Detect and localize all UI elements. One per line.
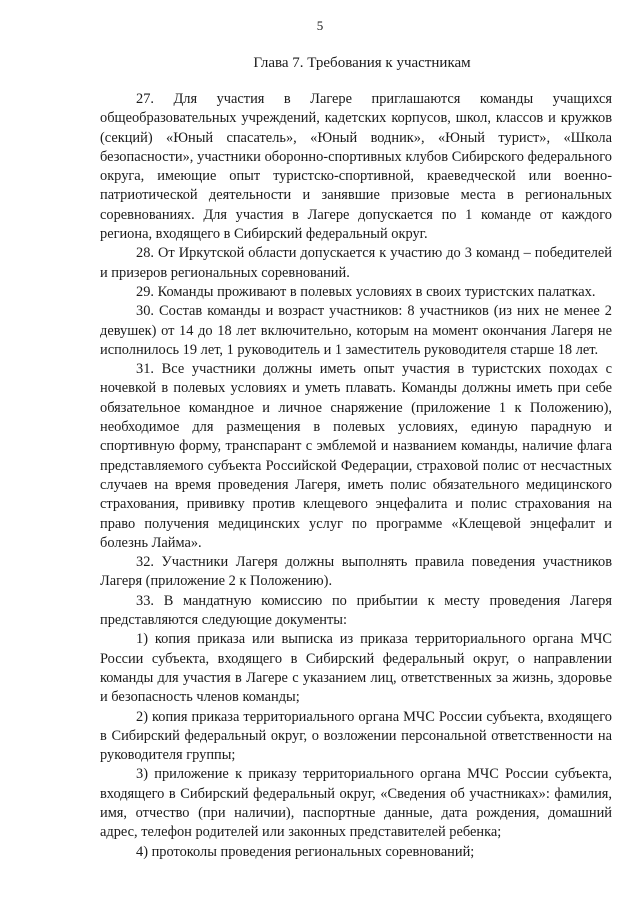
list-item-4: 4) протоколы проведения региональных соревнований; xyxy=(136,843,475,860)
list-item-1: 1) копия приказа или выписка из приказа территориального органа МЧС России субъекта, входящего в Сибирский федеральный округ, о направлении команды для участия в Лагере с указанием лиц, ответственных за жизнь, здоровье и безопасность членов команды; xyxy=(100,631,612,706)
paragraph-29: 29. Команды проживают в полевых условиях в своих туристских палатках. xyxy=(136,283,596,300)
page-number: 5 xyxy=(316,18,324,33)
paragraph-28: 28. От Иркутской области допускается к участию до 3 команд – победителей и призеров региональных соревнований. xyxy=(100,245,612,281)
paragraph-32: 32. Участники Лагеря должны выполнять правила поведения участников Лагеря (приложение 2 к Положению). xyxy=(100,554,612,590)
list-item-2: 2) копия приказа территориального органа МЧС России субъекта, входящего в Сибирский федеральный округ, о возложении персональной ответственности на руководителя группы; xyxy=(100,708,612,764)
paragraph-30: 30. Состав команды и возраст участников: 8 участников (из них не менее 2 девушек) от 14 до 18 лет включительно, которым на момент окончания Лагеря не исполнилось 19 лет, 1 руководитель и 1 заместитель руководителя старше 18 лет. xyxy=(100,303,612,358)
chapter-title: Глава 7. Требования к участникам xyxy=(253,55,471,71)
paragraph-33: 33. В мандатную комиссию по прибытии к месту проведения Лагеря представляются следующие документы: xyxy=(100,592,612,629)
paragraph-27: 27. Для участия в Лагере приглашаются команды учащихся общеобразовательных учреждений, кадетских корпусов, школ, классов и кружков (секций) «Юный спасатель», «Юный водник», «Юный турист», «Школа безопасности», участники оборонно-спортивных клубов Сибирского федерального округа, имеющие опыт туристско-спортивной, краеведческой или военно-патриотической деятельности и занявшие призовые места в региональных соревнованиях. Для участия в Лагере допускается по 1 команде от каждого региона, входящего в Сибирский федеральный округ. xyxy=(100,91,612,243)
list-item-3: 3) приложение к приказу территориального органа МЧС России субъекта, входящего в Сибирский федеральный округ, «Сведения об участниках»: фамилия, имя, отчество (при наличии), паспортные данные, дата рождения, домашний адрес, телефон родителей или законных представителей ребенка; xyxy=(100,766,612,841)
paragraph-31: 31. Все участники должны иметь опыт участия в туристских походах с ночевкой в полевых условиях и уметь плавать. Команды должны иметь при себе обязательное командное и личное снаряжение (приложение 1 к Положению), необходимое для размещения в полевых условиях, единую парадную и спортивную форму, транспарант с эмблемой и названием команды, наличие флага представляемого субъекта Российской Федерации, страховой полис от несчастных случаев на время проведения Лагеря, иметь полис обязательного медицинского страхования, прививку против клещевого энцефалита и полис страхования на право получения медицинских услуг по программе «Клещевой энцефалит и болезнь Лайма». xyxy=(100,361,612,551)
document-body xyxy=(100,90,612,862)
